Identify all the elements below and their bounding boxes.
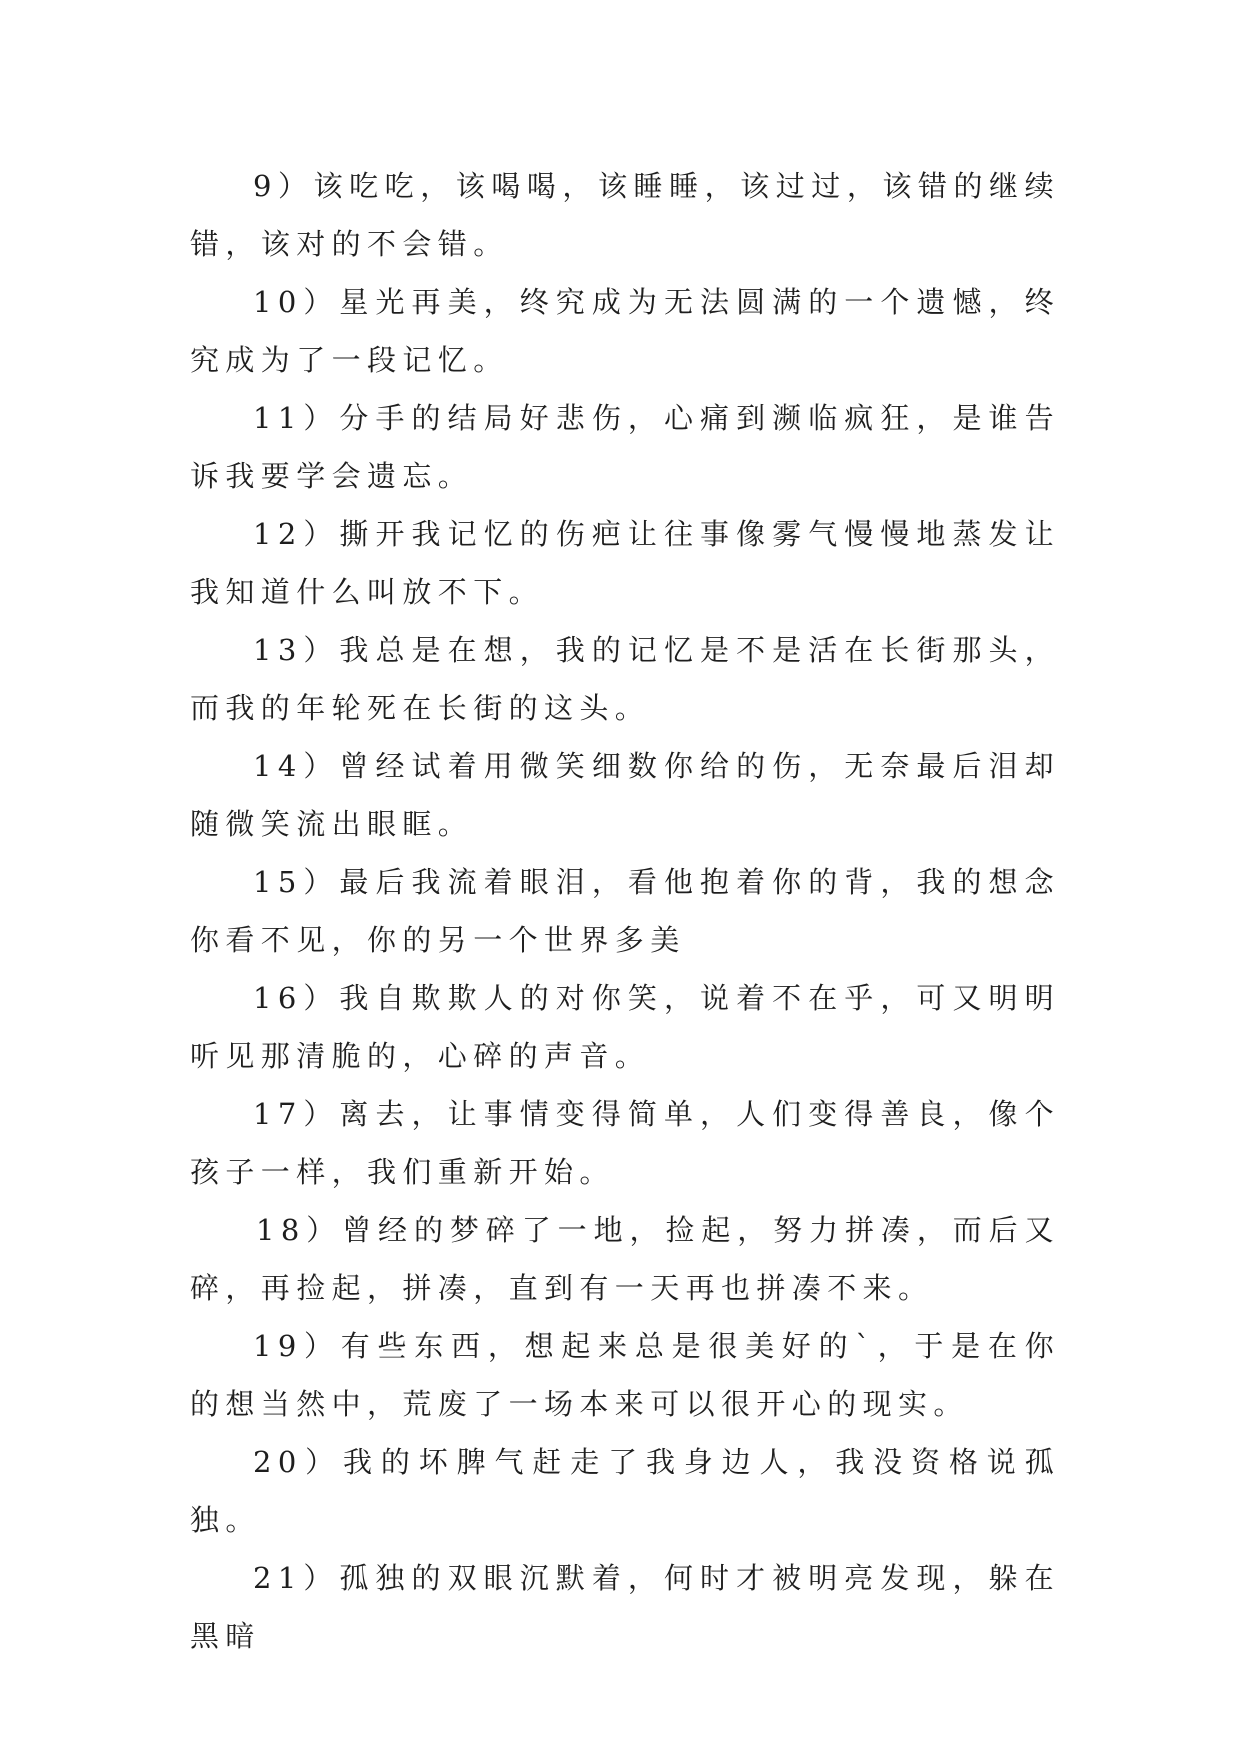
paragraph-12: 12）撕开我记忆的伤疤让往事像雾气慢慢地蒸发让我知道什么叫放不下。 <box>190 517 1060 609</box>
paragraph-13: 13）我总是在想，我的记忆是不是活在长街那头，而我的年轮死在长街的这头。 <box>190 633 1060 725</box>
paragraph-14: 14）曾经试着用微笑细数你给的伤，无奈最后泪却随微笑流出眼眶。 <box>190 749 1060 841</box>
paragraph-15: 15）最后我流着眼泪，看他抱着你的背，我的想念你看不见，你的另一个世界多美 <box>190 865 1060 957</box>
paragraph-16: 16）我自欺欺人的对你笑，说着不在乎，可又明明听见那清脆的，心碎的声音。 <box>190 981 1060 1073</box>
paragraph-17: 17）离去，让事情变得简单，人们变得善良，像个孩子一样，我们重新开始。 <box>190 1097 1060 1189</box>
paragraph-18: 18）曾经的梦碎了一地，捡起，努力拼凑，而后又碎，再捡起，拼凑，直到有一天再也拼凑不来。 <box>190 1213 1060 1305</box>
paragraph-19: 19）有些东西，想起来总是很美好的`，于是在你的想当然中，荒废了一场本来可以很开心的现实。 <box>190 1329 1060 1421</box>
paragraph-20: 20）我的坏脾气赶走了我身边人，我没资格说孤独。 <box>190 1445 1060 1537</box>
paragraph-11: 11）分手的结局好悲伤，心痛到濒临疯狂，是谁告诉我要学会遗忘。 <box>190 401 1060 493</box>
document-body <box>190 157 1060 1665</box>
paragraph-9: 9）该吃吃，该喝喝，该睡睡，该过过，该错的继续错，该对的不会错。 <box>190 169 1060 261</box>
paragraph-21: 21）孤独的双眼沉默着，何时才被明亮发现，躲在黑暗 <box>190 1561 1060 1653</box>
paragraph-10: 10）星光再美，终究成为无法圆满的一个遗憾，终究成为了一段记忆。 <box>190 285 1060 377</box>
